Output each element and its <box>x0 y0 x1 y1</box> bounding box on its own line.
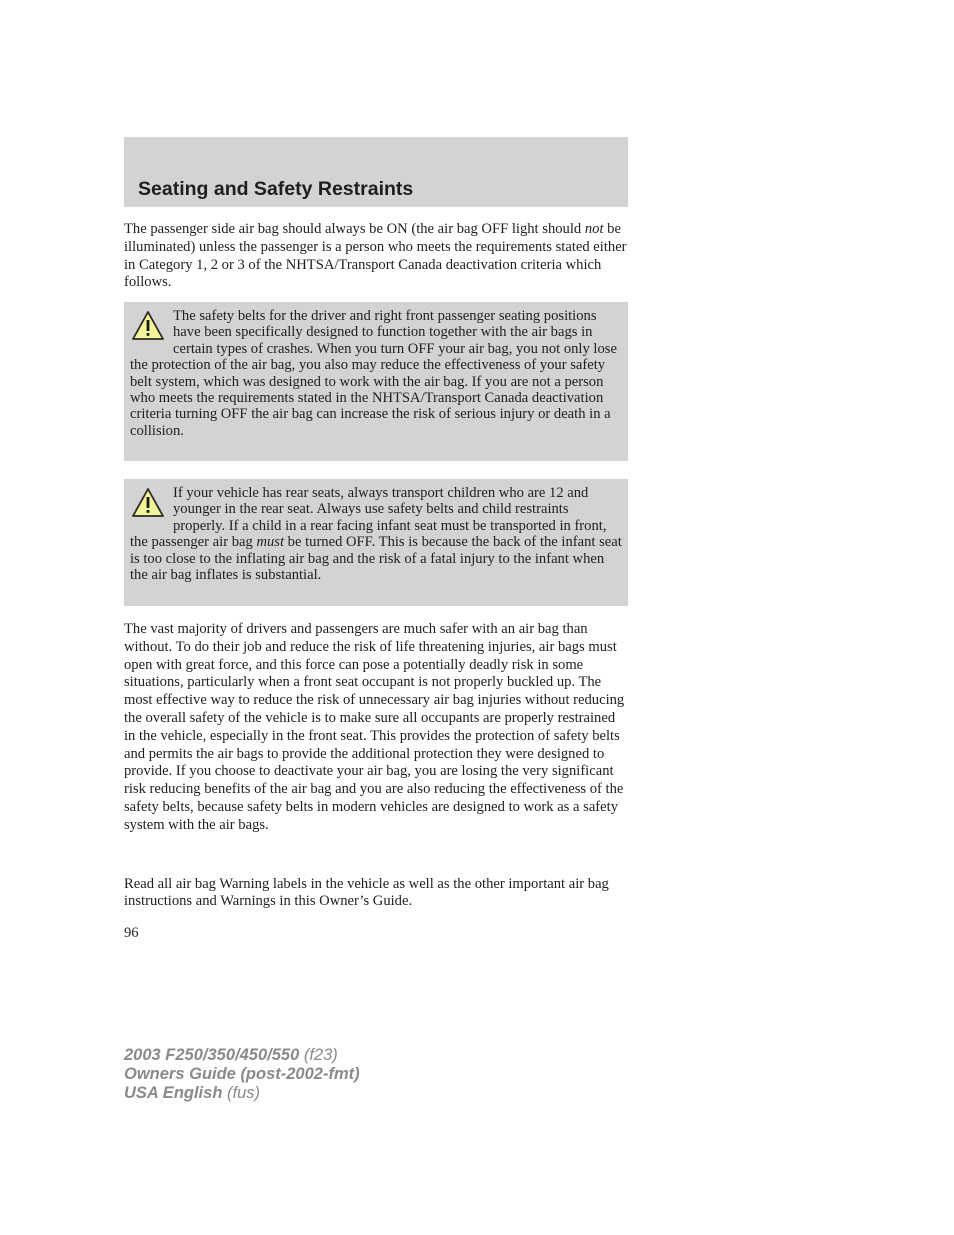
warning-triangle-icon <box>131 310 165 342</box>
warning-2-text <box>130 485 622 583</box>
footer-language-code: (fus) <box>222 1084 260 1102</box>
warning-triangle-icon <box>131 487 165 519</box>
section-header-band <box>124 137 628 207</box>
section-title: Seating and Safety Restraints <box>138 178 414 200</box>
footer-line-1 <box>124 1046 360 1065</box>
document-footer <box>124 1046 360 1103</box>
intro-text-part2: be illuminated) unless the passenger is a person who meets the requirements stated either in Category 1, 2 or 3 of the NHTSA/Transport Canada deactivation criteria which follows. <box>124 221 627 291</box>
warning-2-text-part2: be turned OFF. This is because the back of the infant seat is too close to the inflating air bag and the risk of a fatal injury to the infant when the air bag inflates is substantial. <box>130 534 622 584</box>
body-paragraph-2: Read all air bag Warning labels in the vehicle as well as the other important air bag instructions and Warnings in this Owner’s Guide. <box>124 876 609 909</box>
body-paragraph-1: The vast majority of drivers and passengers are much safer with an air bag than without. To do their job and reduce the risk of life threatening injuries, air bags must open with great force, and this force can pose a potentially deadly risk in some situations, particularly when a front seat occupant is not properly buckled up. The most effective way to reduce the risk of unnecessary air bag injuries without reducing the overall safety of the vehicle is to make sure all occupants are properly restrained in the vehicle, especially in the front seat. This provides the protection of safety belts and permits the air bags to provide the additional protection they were designed to provide. If you choose to deactivate your air bag, you are losing the very significant risk reducing benefits of the air bag and you are also reducing the effectiveness of the safety belts, because safety belts in modern vehicles are designed to work as a safety system with the air bags. <box>124 621 625 833</box>
intro-text-part1: The passenger side air bag should always be ON (the air bag OFF light should <box>124 221 585 237</box>
footer-model: 2003 F250/350/450/550 <box>124 1046 300 1064</box>
warning-2-emphasis: must <box>256 534 285 551</box>
footer-model-code: (f23) <box>299 1046 338 1064</box>
page-number: 96 <box>124 925 139 941</box>
footer-guide-format: Owners Guide (post-2002-fmt) <box>124 1065 360 1083</box>
warning-2-text-part1: If your vehicle has rear seats, always transport children who are 12 and younger in the rear seat. Always use safety belts and child restraints properly. If a child in a rear facing infant seat must be transported in front, the passenger air bag <box>130 485 607 551</box>
footer-line-2 <box>124 1065 360 1084</box>
footer-language: USA English <box>124 1084 223 1102</box>
intro-emphasis: not <box>584 221 604 237</box>
warning-box-1 <box>124 302 628 461</box>
warning-box-2 <box>124 479 628 606</box>
footer-line-3 <box>124 1084 360 1103</box>
intro-paragraph <box>124 221 628 292</box>
warning-1-text: The safety belts for the driver and right front passenger seating positions have been specifically designed to function together with the air bags in certain types of crashes. When you turn OFF your air bag, you not only lose the protection of the air bag, you also may reduce the effectiveness of your safety belt system, which was designed to work with the air bag. If you are not a person who meets the requirements stated in the NHTSA/Transport Canada deactivation criteria turning OFF the air bag can increase the risk of serious injury or death in a collision. <box>130 308 617 439</box>
